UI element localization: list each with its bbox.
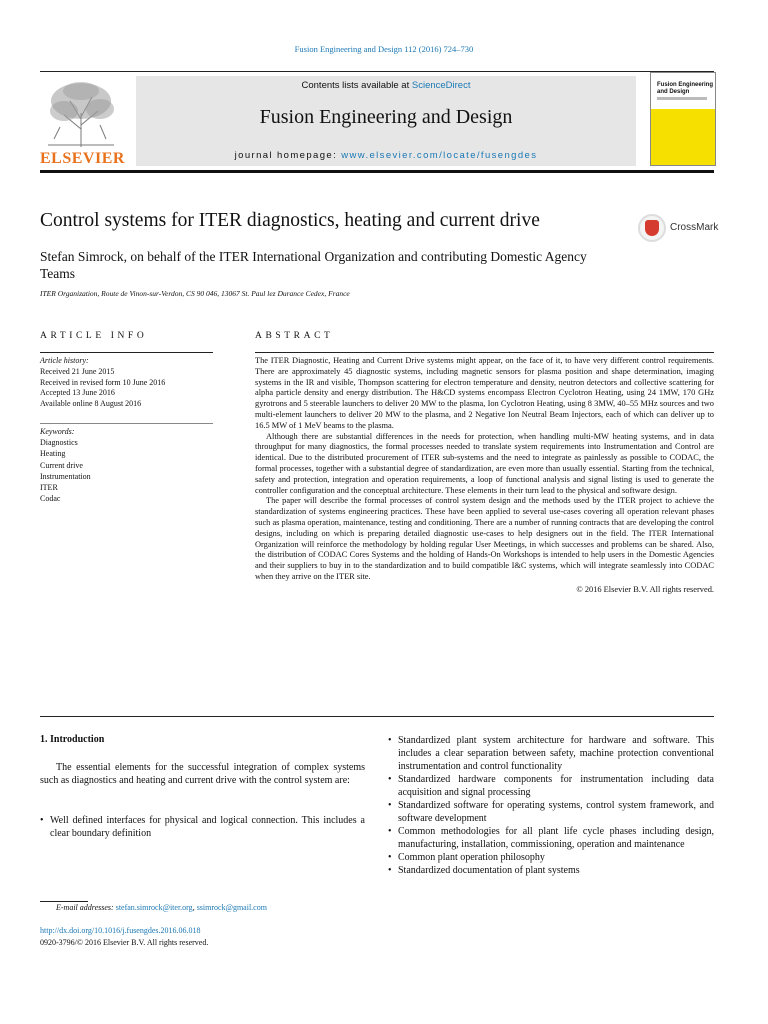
bullet-text: Common plant operation philosophy <box>398 852 545 863</box>
bullet-glyph: • <box>388 774 392 785</box>
bullet-item <box>388 851 714 864</box>
journal-title: Fusion Engineering and Design <box>259 106 513 128</box>
bullet-item <box>388 734 714 773</box>
history-item: Received in revised form 10 June 2016 <box>40 377 166 387</box>
history-item: Received 21 June 2015 <box>40 366 115 376</box>
homepage-prefix: journal homepage: <box>234 150 342 161</box>
abstract-copyright: © 2016 Elsevier B.V. All rights reserved. <box>576 584 714 594</box>
introduction-bullets-left <box>40 814 365 840</box>
email-link[interactable]: ssimrock@gmail.com <box>196 903 267 912</box>
crossmark-badge[interactable] <box>638 214 722 244</box>
abstract-paragraph: The ITER Diagnostic, Heating and Current Drive systems might appear, on the face of it, to have very different control requirements. There are approximately 45 diagnostic systems, including magnetic sensors for plasma position and shape determination, imaging systems in the IR and visible, Thompson scattering for electron temperature and density, neutron detectors and collective scattering for alpha particle density and energy distribution. The H&CD systems encompass Electron Cyclotron Heating, using 24 1MW, 170 GHz gyrotrons and 5 steerable launchers to deliver 20 MW to the plasma, Ion Cyclotron Heating, using 8 3MW, 40–55 MHz sources and two multi-element launchers to deliver 20 MW to the plasma, and 2 Negative Ion Neutral Beam Injectors, each of which can deliver up to 16.5 MW of 1 MeV beams to the plasma. <box>255 356 714 430</box>
bullet-item <box>388 773 714 799</box>
journal-homepage <box>136 150 636 161</box>
abstract-paragraph: Although there are substantial differences in the needs for protection, when handling multi-MW heating systems, and in data throughput for many diagnostics, the formal processes needed to translate system requirements into Instrumentation and Control are identical. Due to the distributed procurement of ITER sub-systems and the need to integrate as painlessly as possible to CODAC, the formal processes, together with a substantial degree of standardization, are even more than usually essential. Starting from the technical, safety and protection, integration and operation requirements, a loop of functional analysis and signal listing is used to generate the controller configuration and the conceptual architecture. These elements in their turn lead to the physical and software design. <box>255 431 714 495</box>
keyword: Heating <box>40 449 66 459</box>
front-matter-rule <box>40 716 714 717</box>
doi-link[interactable]: http://dx.doi.org/10.1016/j.fusengdes.2016.06.018 <box>40 926 201 935</box>
section-heading-introduction: 1. Introduction <box>40 734 105 745</box>
bullet-glyph: • <box>388 800 392 811</box>
cover-yellow-panel <box>651 109 715 165</box>
bullet-text: Common methodologies for all plant life cycle phases including design, manufacturing, installation, commissioning, operation and maintenance <box>398 826 714 850</box>
footnote-emails <box>56 903 267 912</box>
elsevier-publisher-name: ELSEVIER <box>40 150 125 167</box>
bullet-text: Standardized plant system architecture for hardware and software. This includes a clear separation between safety, machine protection conventional instrumentation and control functionality <box>398 735 714 772</box>
cover-subtitle-bar <box>657 97 707 100</box>
keyword: Current drive <box>40 460 83 470</box>
homepage-link[interactable]: www.elsevier.com/locate/fusengdes <box>341 150 538 161</box>
keywords-rule <box>40 423 213 424</box>
issn-copyright: 0920-3796/© 2016 Elsevier B.V. All rights reserved. <box>40 938 209 947</box>
bullet-glyph: • <box>388 865 392 876</box>
keyword: Diagnostics <box>40 438 78 448</box>
abstract-paragraph: The paper will describe the formal processes of control system design and the methods used by the ITER project to achieve the standardization of systems engineering practices. These have been applied to several use-cases covering all operation relevant phases such as plasma operation, maintenance, testing and conditioning. There are a number of running contracts that are developing the control designs, including on which is preparing detailed diagnostic use-cases to help designers out in the field. The ITER International Organization will reinforce the methodology by holding regular User Meetings, in which successes and problems can be shared. Also, the distribution of CODAC Cores Systems and the holding of Hands-On Workshops is intended to help users in the Domestic Agencies and their suppliers to buy in to the standardization and to build compatible I&C systems, which will integrate seamlessly into CODAC when they arrive on the ITER site. <box>255 496 714 581</box>
introduction-paragraph: The essential elements for the successful integration of complex systems such as diagnostics and heating and current drive with the control system are: <box>40 762 365 786</box>
bullet-text: Standardized software for operating systems, control system framework, and software development <box>398 800 714 824</box>
bullet-item <box>388 799 714 825</box>
contents-line <box>136 80 636 91</box>
bullet-text: Standardized documentation of plant systems <box>398 865 580 876</box>
paper-title: Control systems for ITER diagnostics, heating and current drive <box>40 210 540 231</box>
introduction-bullets-right <box>388 734 714 877</box>
history-item: Accepted 13 June 2016 <box>40 388 115 398</box>
bullet-glyph: • <box>388 852 392 863</box>
keyword: Codac <box>40 494 61 504</box>
keywords-label: Keywords: <box>40 427 75 436</box>
keyword: Instrumentation <box>40 471 91 481</box>
abstract-heading: ABSTRACT <box>255 331 334 341</box>
bullet-glyph: • <box>40 815 44 826</box>
abstract-rule <box>255 352 714 353</box>
history-label: Article history: <box>40 356 89 365</box>
article-history <box>40 356 213 410</box>
bullet-text: Standardized hardware components for instrumentation including data acquisition and signal processing <box>398 774 714 798</box>
affiliation: ITER Organization, Route de Vinon-sur-Verdon, CS 90 046, 13067 St. Paul lez Durance Cedex, France <box>40 289 350 298</box>
sciencedirect-link[interactable]: ScienceDirect <box>411 80 471 91</box>
abstract-body <box>255 356 714 596</box>
contents-prefix: Contents lists available at <box>301 80 412 91</box>
history-item: Available online 8 August 2016 <box>40 399 142 409</box>
bullet-item <box>40 814 365 840</box>
header-rule-top <box>40 71 714 72</box>
cover-title: Fusion Engineering and Design <box>657 82 714 95</box>
header-rule-bottom <box>40 170 714 173</box>
email-label: E-mail addresses: <box>56 903 116 912</box>
keywords-list <box>40 426 213 504</box>
bullet-item <box>388 864 714 877</box>
footnote-rule <box>40 901 88 902</box>
bullet-text: Well defined interfaces for physical and logical connection. This includes a clear boundary definition <box>50 815 365 839</box>
article-info-heading: ARTICLE INFO <box>40 331 148 341</box>
crossmark-label: CrossMark <box>670 222 719 233</box>
journal-cover-thumbnail[interactable] <box>650 72 716 166</box>
bullet-item <box>388 825 714 851</box>
bullet-glyph: • <box>388 735 392 746</box>
email-link[interactable]: stefan.simrock@iter.org <box>115 903 193 912</box>
bullet-glyph: • <box>388 826 392 837</box>
article-info-rule <box>40 352 213 353</box>
journal-citation[interactable]: Fusion Engineering and Design 112 (2016) 724–730 <box>294 44 474 54</box>
crossmark-icon <box>638 214 666 242</box>
keyword: ITER <box>40 483 58 493</box>
author-list: Stefan Simrock, on behalf of the ITER International Organization and contributing Domestic Agency Teams <box>40 249 587 281</box>
email-separator: , <box>192 903 197 912</box>
